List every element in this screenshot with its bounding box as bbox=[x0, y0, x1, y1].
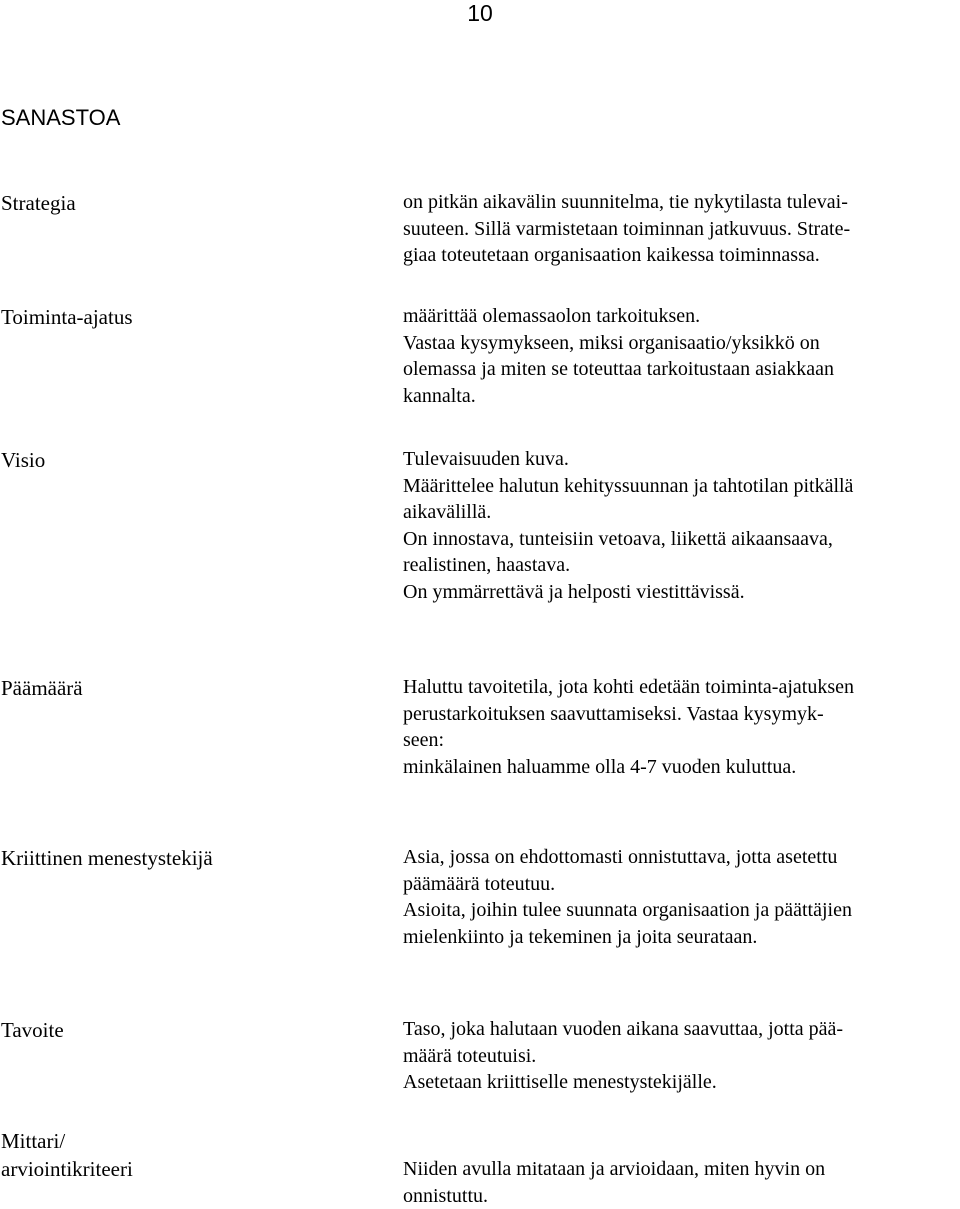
definition-line: määrittää olemassaolon tarkoituksen. bbox=[403, 305, 701, 327]
definition-line: minkälainen haluamme olla 4-7 vuoden kuluttua. bbox=[403, 755, 797, 778]
definition-line: Taso, joka halutaan vuoden aikana saavuttaa, jotta pää- bbox=[403, 1018, 844, 1040]
definition-line: onnistuttu. bbox=[403, 1184, 489, 1207]
definition-line: seen: bbox=[403, 729, 445, 751]
definition-line: On ymmärrettävä ja helposti viestittävissä. bbox=[403, 580, 745, 603]
definition-line: aikavälillä. bbox=[403, 501, 492, 523]
definition-line: Haluttu tavoitetila, jota kohti edetään toiminta-ajatuksen bbox=[403, 676, 854, 698]
definition-line: Asetetaan kriittiselle menestystekijälle. bbox=[403, 1071, 717, 1093]
definition-line: Asia, jossa on ehdottomasti onnistuttava, jotta asetettu bbox=[403, 846, 838, 868]
definition-line: On innostava, tunteisiin vetoava, liikettä aikaansaava, bbox=[403, 527, 833, 550]
definition bbox=[403, 446, 960, 605]
definition bbox=[403, 1156, 960, 1209]
definition-line: realistinen, haastava. bbox=[403, 554, 571, 576]
definition-line: Vastaa kysymykseen, miksi organisaatio/yksikkö on bbox=[403, 331, 820, 354]
definition-line: olemassa ja miten se toteuttaa tarkoitustaan asiakkaan bbox=[403, 358, 834, 380]
term: Strategia bbox=[1, 191, 76, 215]
term: Tavoite bbox=[1, 1018, 64, 1042]
page-number: 10 bbox=[467, 0, 493, 26]
definition-line: on pitkän aikavälin suunnitelma, tie nykytilasta tulevai- bbox=[403, 191, 848, 213]
definition-line: suuteen. Sillä varmistetaan toiminnan jatkuvuus. Strate- bbox=[403, 217, 851, 240]
definition-line: Asioita, joihin tulee suunnata organisaation ja päättäjien bbox=[403, 899, 852, 921]
definition bbox=[403, 844, 960, 950]
definition bbox=[403, 674, 960, 780]
term-line: arviointikriteeri bbox=[1, 1157, 133, 1181]
definition-line: mielenkiinto ja tekeminen ja joita seurataan. bbox=[403, 925, 758, 948]
definition bbox=[403, 303, 960, 409]
definition-line: Määrittelee halutun kehityssuunnan ja tahtotilan pitkällä bbox=[403, 474, 854, 497]
definition-line: giaa toteutetaan organisaation kaikessa toiminnassa. bbox=[403, 244, 820, 266]
term-line: Mittari/ bbox=[1, 1129, 66, 1153]
definition-line: Niiden avulla mitataan ja arvioidaan, miten hyvin on bbox=[403, 1158, 826, 1180]
definition-line: kannalta. bbox=[403, 384, 476, 407]
definition-line: määrä toteutuisi. bbox=[403, 1044, 537, 1067]
term: Toiminta-ajatus bbox=[1, 305, 133, 329]
definition bbox=[403, 1016, 960, 1096]
term bbox=[1, 1127, 133, 1183]
term: Päämäärä bbox=[1, 676, 83, 700]
definition-line: päämäärä toteutuu. bbox=[403, 872, 556, 895]
term: Visio bbox=[1, 448, 46, 472]
definition-line: perustarkoituksen saavuttamiseksi. Vastaa kysymyk- bbox=[403, 702, 824, 725]
definition bbox=[403, 189, 960, 269]
section-title: SANASTOA bbox=[1, 105, 121, 130]
definition-line: Tulevaisuuden kuva. bbox=[403, 448, 569, 470]
term: Kriittinen menestystekijä bbox=[1, 846, 213, 870]
